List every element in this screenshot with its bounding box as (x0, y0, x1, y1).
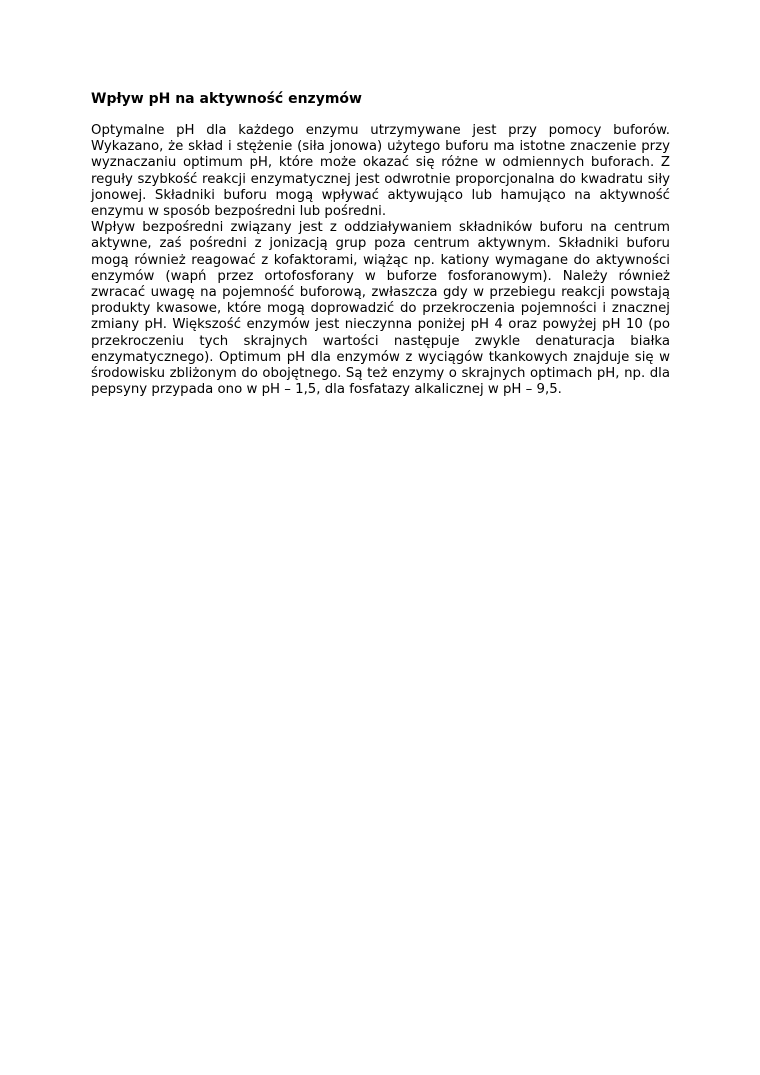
document-content (91, 90, 670, 398)
paragraph-direct-influence: Wpływ bezpośredni związany jest z oddziaływaniem składników buforu na centrum aktywne, zaś pośredni z jonizacją grup poza centrum aktywnym. Składniki buforu mogą również reagować z kofaktorami, wiążąc np. kationy wymagane do aktywności enzymów (wapń przez ortofosforany w buforze fosforanowym). Należy również zwracać uwagę na pojemność buforową, zwłaszcza gdy w przebiegu reakcji powstają produkty kwasowe, które mogą doprowadzić do przekroczenia pojemności i znacznej zmiany pH. Większość enzymów jest nieczynna poniżej pH 4 oraz powyżej pH 10 (po przekroczeniu tych skrajnych wartości następuje zwykle denaturacja białka enzymatycznego). Optimum pH dla enzymów z wyciągów tkankowych znajduje się w środowisku zbliżonym do obojętnego. Są też enzymy o skrajnych optimach pH, np. dla pepsyny przypada ono w pH – 1,5, dla fosfatazy alkalicznej w pH – 9,5. (91, 220, 670, 398)
paragraph-buffers: Optymalne pH dla każdego enzymu utrzymywane jest przy pomocy buforów. Wykazano, że skład i stężenie (siła jonowa) użytego buforu ma istotne znaczenie przy wyznaczaniu optimum pH, które może okazać się różne w odmiennych buforach. Z reguły szybkość reakcji enzymatycznej jest odwrotnie proporcjonalna do kwadratu siły jonowej. Składniki buforu mogą wpływać aktywująco lub hamująco na aktywność enzymu w sposób bezpośredni lub pośredni. (91, 123, 670, 220)
document-title: Wpływ pH na aktywność enzymów (91, 91, 362, 107)
